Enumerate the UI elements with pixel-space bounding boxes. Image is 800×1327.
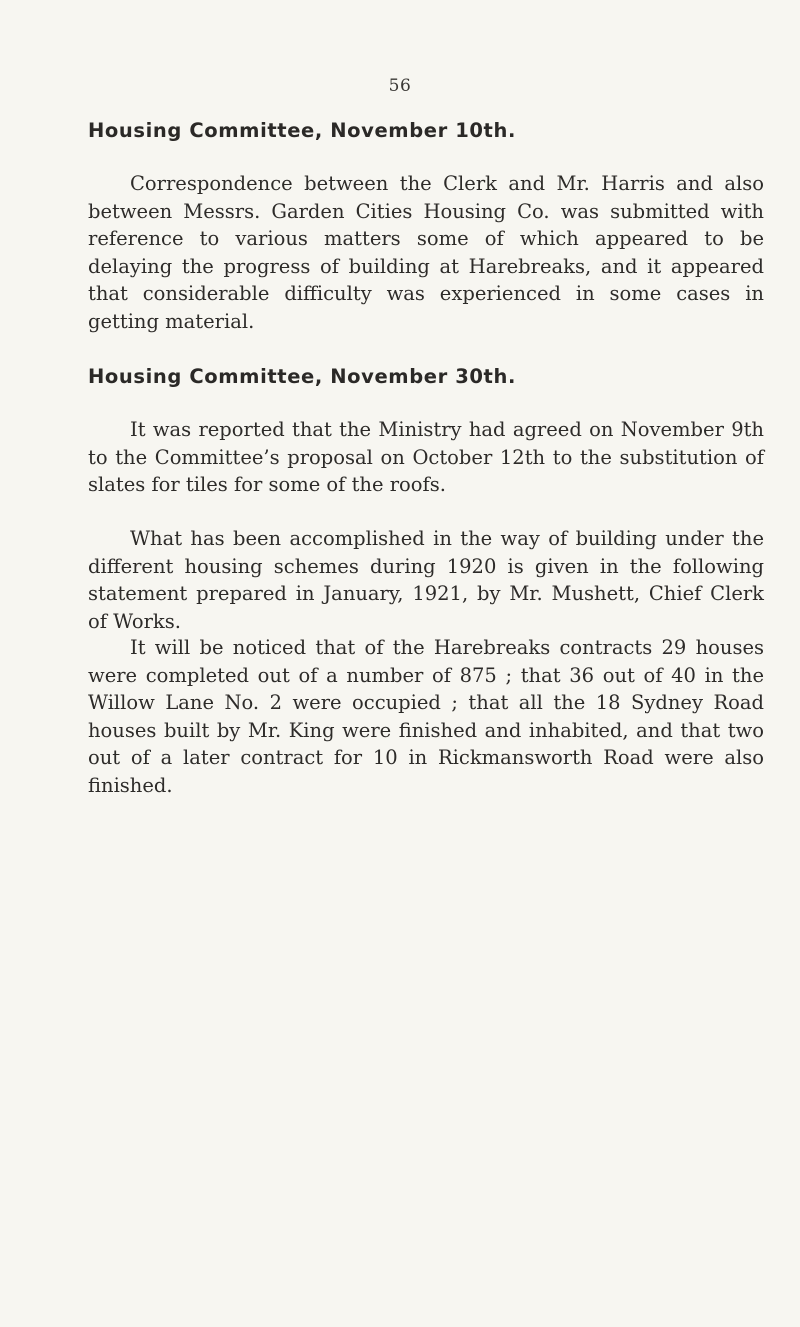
paragraph-building-accomplished: What has been accomplished in the way of building under the different housing schemes during 1920 is given in the following statement prepared in January, 1921, by Mr. Mushett, Chief Clerk of Works. bbox=[88, 527, 764, 633]
page-number: 56 bbox=[388, 76, 412, 96]
section-heading-november-10th: Housing Committee, November 10th. bbox=[88, 119, 516, 142]
paragraph-ministry-agreement: It was reported that the Ministry had agreed on November 9th to the Committee’s proposal on October 12th to the substitution of slates for tiles for some of the roofs. bbox=[88, 418, 764, 496]
paragraph-correspondence: Correspondence between the Clerk and Mr. Harris and also between Messrs. Garden Cities Housing Co. was submitted with reference to various matters some of which appeared to be delaying the progress of building at Harebreaks, and it appeared that considerable difficulty was experienced in some cases in getting material. bbox=[88, 172, 764, 333]
paragraph-contracts-summary: It will be noticed that of the Harebreaks contracts 29 houses were completed out of a number of 875 ; that 36 out of 40 in the Willow Lane No. 2 were occupied ; that all the 18 Sydney Road houses built by Mr. King were finished and inhabited, and that two out of a later contract for 10 in Rickmansworth Road were also finished. bbox=[88, 636, 764, 797]
section-heading-november-30th: Housing Committee, November 30th. bbox=[88, 365, 516, 388]
